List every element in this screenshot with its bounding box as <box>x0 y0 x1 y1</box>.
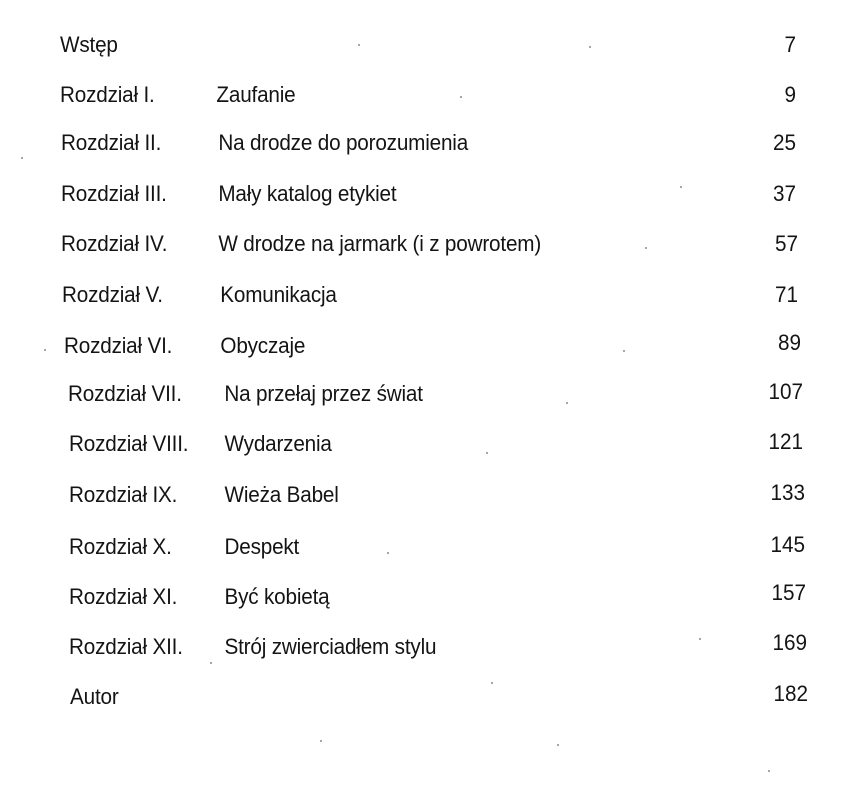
toc-row-chapter-11 <box>69 582 713 612</box>
paper-speck <box>320 740 322 742</box>
toc-page-number: 89 <box>777 330 801 355</box>
toc-row-chapter-10 <box>69 532 713 562</box>
toc-chapter-label: Rozdział XII. <box>69 634 183 659</box>
toc-page-number: 7 <box>784 32 796 57</box>
toc-page-number: 107 <box>768 379 803 404</box>
toc-chapter-title: Obyczaje <box>220 333 306 358</box>
toc-chapter-label: Rozdział IX. <box>69 482 178 507</box>
toc-page-number: 182 <box>773 681 808 706</box>
toc-chapter-label: Rozdział VIII. <box>69 431 189 456</box>
toc-chapter-label: Rozdział VI. <box>64 333 173 358</box>
toc-chapter-label: Autor <box>70 684 119 709</box>
paper-speck <box>623 350 625 352</box>
paper-speck <box>210 662 212 664</box>
toc-row-chapter-6 <box>64 331 708 361</box>
toc-page-number: 9 <box>784 82 796 107</box>
toc-chapter-title: Być kobietą <box>224 584 330 609</box>
toc-chapter-label: Rozdział I. <box>60 82 155 107</box>
paper-speck <box>358 44 360 46</box>
toc-chapter-label: Rozdział III. <box>61 181 167 206</box>
toc-page-number: 71 <box>774 282 798 307</box>
toc-page-number: 145 <box>770 532 805 557</box>
toc-page-number: 25 <box>772 130 796 155</box>
toc-chapter-label: Rozdział II. <box>61 130 162 155</box>
toc-page-number: 133 <box>770 480 805 505</box>
toc-page-number: 157 <box>771 580 806 605</box>
paper-speck <box>768 770 770 772</box>
paper-speck <box>589 46 591 48</box>
paper-speck <box>680 186 682 188</box>
paper-speck <box>486 452 488 454</box>
toc-chapter-label: Rozdział VII. <box>68 381 182 406</box>
paper-speck <box>21 157 23 159</box>
paper-speck <box>566 402 568 404</box>
toc-row-chapter-12 <box>69 632 713 662</box>
toc-chapter-title: Na drodze do porozumienia <box>218 130 469 155</box>
toc-chapter-title: W drodze na jarmark (i z powrotem) <box>218 231 542 256</box>
toc-row-chapter-1 <box>60 80 704 110</box>
toc-chapter-title: Zaufanie <box>216 82 296 107</box>
toc-row-chapter-7 <box>68 379 712 409</box>
paper-speck <box>460 96 462 98</box>
toc-page-number: 57 <box>774 231 798 256</box>
toc-row-chapter-3 <box>61 179 705 209</box>
toc-chapter-label: Rozdział IV. <box>61 231 168 256</box>
toc-chapter-title: Na przełaj przez świat <box>224 381 423 406</box>
paper-speck <box>387 552 389 554</box>
paper-speck <box>44 349 46 351</box>
toc-chapter-label: Rozdział V. <box>62 282 163 307</box>
toc-chapter-label: Rozdział X. <box>69 534 172 559</box>
toc-chapter-title: Wydarzenia <box>224 431 332 456</box>
paper-speck <box>557 744 559 746</box>
toc-chapter-title: Strój zwierciadłem stylu <box>224 634 437 659</box>
toc-row-chapter-4 <box>61 229 705 259</box>
toc-chapter-title: Wieża Babel <box>224 482 339 507</box>
paper-speck <box>645 247 647 249</box>
paper-speck <box>699 638 701 640</box>
toc-page-number: 37 <box>772 181 796 206</box>
toc-chapter-label: Rozdział XI. <box>69 584 178 609</box>
toc-page-number: 121 <box>768 429 803 454</box>
toc-row-intro <box>60 30 704 60</box>
toc-chapter-title: Mały katalog etykiet <box>218 181 397 206</box>
toc-row-chapter-2 <box>61 128 705 158</box>
toc-row-chapter-5 <box>62 280 706 310</box>
paper-speck <box>491 682 493 684</box>
toc-row-chapter-8 <box>69 429 713 459</box>
toc-chapter-label: Wstęp <box>60 32 118 57</box>
toc-row-author <box>70 682 714 712</box>
toc-page-number: 169 <box>772 630 807 655</box>
toc-row-chapter-9 <box>69 480 713 510</box>
toc-chapter-title: Komunikacja <box>220 282 337 307</box>
toc-chapter-title: Despekt <box>224 534 300 559</box>
